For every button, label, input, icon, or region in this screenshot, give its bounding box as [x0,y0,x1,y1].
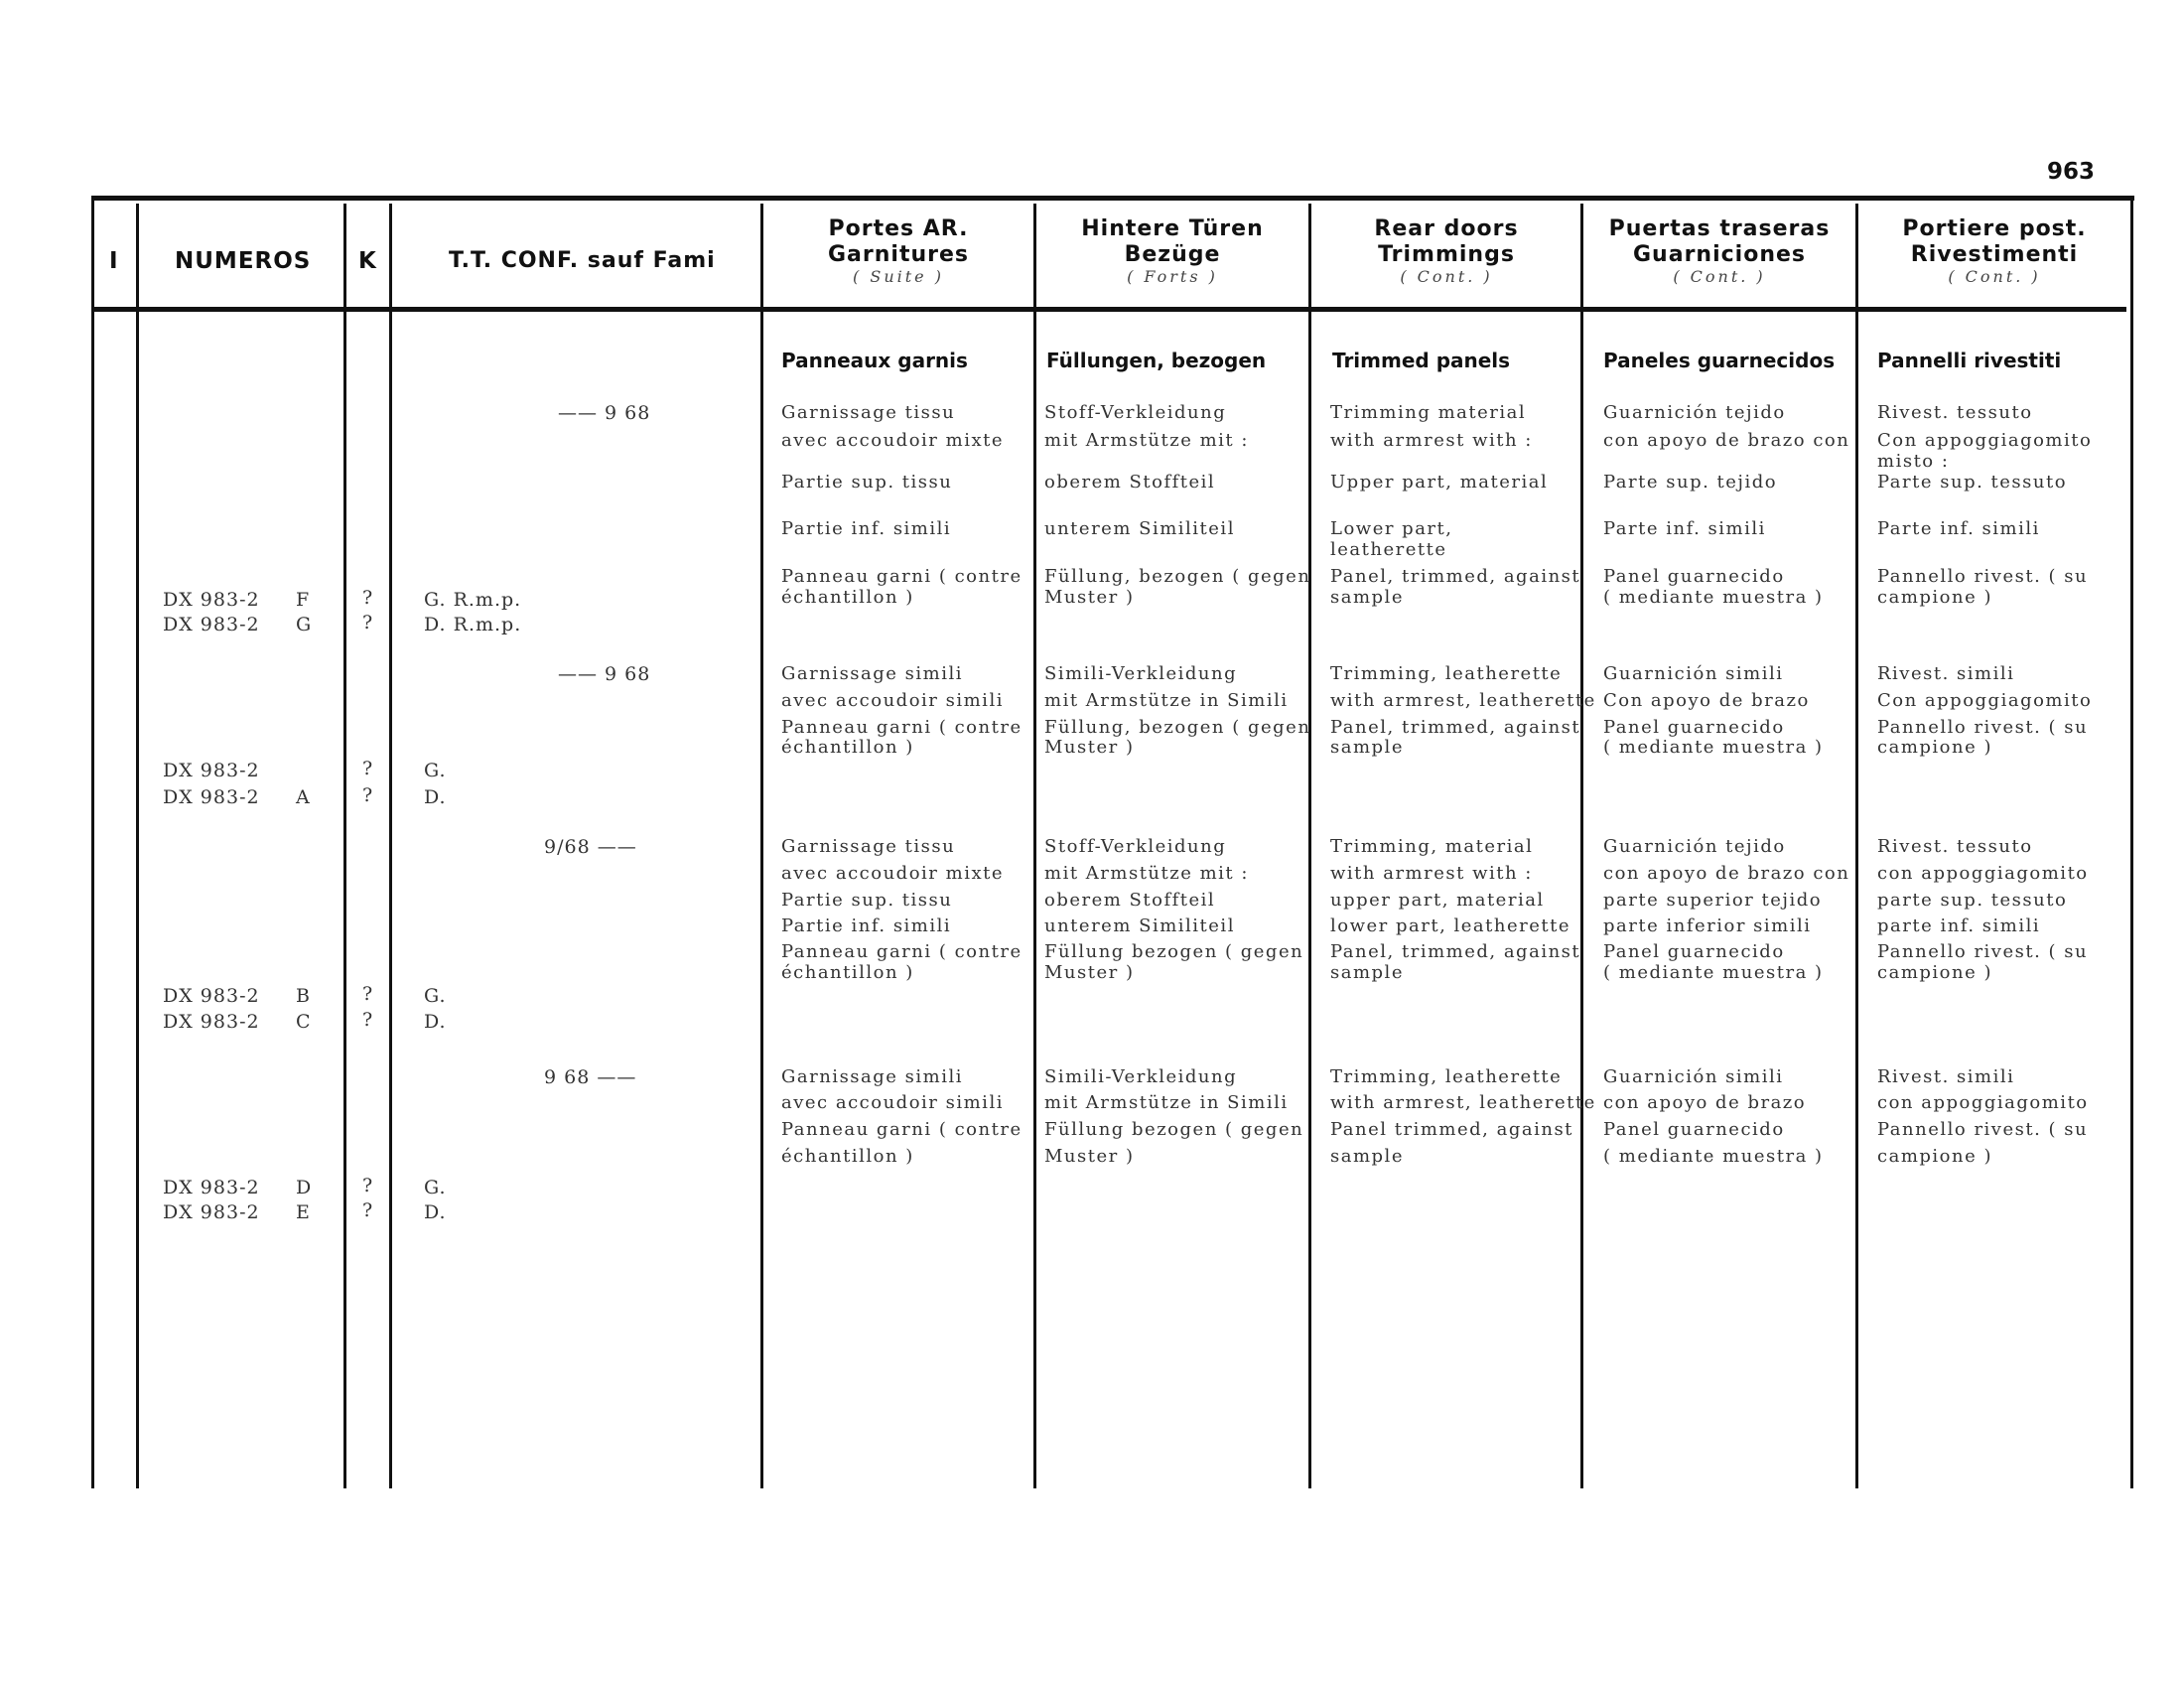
header-es [1585,216,1853,286]
g2-es-0: Guarnición simili [1603,663,1784,684]
header-bottom-rule [91,307,2126,312]
g4-ref-1-suffix: E [296,1201,311,1223]
g2-ref-1-number: DX 983-2 [163,786,260,808]
col-rule-k [389,204,392,1488]
g3-fr-2: Partie sup. tissu [781,890,953,911]
g1-ref-0-suffix: F [296,589,311,611]
g4-ref-1-number: DX 983-2 [163,1201,260,1223]
group-1-date: —— 9 68 [558,402,651,424]
g2-de-2: Füllung, bezogen ( gegen [1044,717,1311,738]
col-rule-fr [1033,204,1036,1488]
g3-fr-5: échantillon ) [781,962,914,983]
g4-en-1: with armrest, leatherette [1330,1092,1596,1113]
group-3-date: 9/68 —— [544,836,637,858]
g3-ref-0-conf: G. [424,985,447,1007]
g1-de-3: unterem Similiteil [1044,518,1235,539]
group-2-date: —— 9 68 [558,663,651,685]
g3-de-5: Muster ) [1044,962,1135,983]
header-fr-line3: ( Suite ) [853,267,944,286]
g2-en-1: with armrest, leatherette [1330,690,1596,711]
g3-de-0: Stoff-Verkleidung [1044,836,1227,857]
g1-en-4: leatherette [1330,539,1447,560]
g3-it-0: Rivest. tessuto [1877,836,2033,857]
g4-es-1: con apoyo de brazo [1603,1092,1807,1113]
g1-de-5: Muster ) [1044,587,1135,608]
table-top-rule [91,196,2134,201]
g4-it-1: con appoggiagomito [1877,1092,2089,1113]
g2-de-1: mit Armstütze in Simili [1044,690,1289,711]
g1-it-0: Rivest. tessuto [1877,402,2033,423]
g1-en-0: Trimming material [1330,402,1527,423]
g3-it-5: campione ) [1877,962,1992,983]
g4-es-2: Panel guarnecido [1603,1119,1785,1140]
g1-fr-1: avec accoudoir mixte [781,430,1004,451]
g1-ref-0-k: ? [362,587,374,609]
col-rule-es [1855,204,1858,1488]
g2-ref-0-conf: G. [424,760,447,781]
section-title-it: Pannelli rivestiti [1877,349,2062,372]
table-right-rule [2130,196,2133,1488]
g3-it-2: parte sup. tessuto [1877,890,2068,911]
g2-fr-2: Panneau garni ( contre [781,717,1023,738]
g4-en-3: sample [1330,1146,1404,1167]
g4-en-0: Trimming, leatherette [1330,1066,1563,1087]
g3-it-4: Pannello rivest. ( su [1877,941,2089,962]
g3-fr-0: Garnissage tissu [781,836,956,857]
g1-it-3: Parte sup. tessuto [1877,472,2068,492]
g1-fr-4: Panneau garni ( contre [781,566,1023,587]
header-col-i: I [109,248,119,274]
header-de-line1: Hintere Türen [1081,216,1264,241]
g1-it-4: Parte inf. simili [1877,518,2040,539]
g3-fr-4: Panneau garni ( contre [781,941,1023,962]
header-it-line3: ( Cont. ) [1948,267,2041,286]
header-fr-line1: Portes AR. [828,216,969,241]
g4-ref-0-k: ? [362,1175,374,1196]
header-fr [764,216,1032,286]
header-it [1860,216,2128,286]
header-it-line2: Rivestimenti [1910,242,2079,267]
g1-de-4: Füllung, bezogen ( gegen [1044,566,1311,587]
g3-es-5: ( mediante muestra ) [1603,962,1824,983]
col-rule-numeros [343,204,346,1488]
g3-ref-1-number: DX 983-2 [163,1011,260,1033]
g2-ref-1-conf: D. [424,786,447,808]
g3-de-2: oberem Stoffteil [1044,890,1216,911]
g4-en-2: Panel trimmed, against [1330,1119,1573,1140]
g1-ref-0-number: DX 983-2 [163,589,260,611]
g1-fr-5: échantillon ) [781,587,914,608]
g2-es-2: Panel guarnecido [1603,717,1785,738]
g1-en-2: Upper part, material [1330,472,1549,492]
g2-de-3: Muster ) [1044,737,1135,758]
g1-es-0: Guarnición tejido [1603,402,1786,423]
g3-en-2: upper part, material [1330,890,1545,911]
g2-ref-0-number: DX 983-2 [163,760,260,781]
g2-it-1: Con appoggiagomito [1877,690,2093,711]
section-title-de: Füllungen, bezogen [1046,349,1267,372]
g3-ref-1-suffix: C [296,1011,312,1033]
col-rule-i [136,204,139,1488]
g3-it-1: con appoggiagomito [1877,863,2089,884]
header-de-line2: Bezüge [1124,242,1221,267]
g1-ref-1-k: ? [362,612,374,633]
g3-ref-0-k: ? [362,983,374,1005]
g3-de-4: Füllung bezogen ( gegen [1044,941,1304,962]
group-4-date: 9 68 —— [544,1066,637,1088]
g3-ref-0-number: DX 983-2 [163,985,260,1007]
header-k: K [358,248,377,274]
g1-en-1: with armrest with : [1330,430,1533,451]
g4-it-0: Rivest. simili [1877,1066,2015,1087]
g3-ref-1-k: ? [362,1009,374,1031]
g3-es-1: con apoyo de brazo con [1603,863,1850,884]
header-en [1312,216,1580,286]
g4-de-0: Simili-Verkleidung [1044,1066,1238,1087]
g4-ref-0-number: DX 983-2 [163,1177,260,1198]
g4-de-2: Füllung bezogen ( gegen [1044,1119,1304,1140]
g2-fr-3: échantillon ) [781,737,914,758]
section-title-es: Paneles guarnecidos [1603,349,1836,372]
g4-fr-2: Panneau garni ( contre [781,1119,1023,1140]
g4-it-3: campione ) [1877,1146,1992,1167]
g1-de-2: oberem Stoffteil [1044,472,1216,492]
header-de [1038,216,1306,286]
g2-ref-1-k: ? [362,784,374,806]
g4-ref-0-conf: G. [424,1177,447,1198]
g1-ref-1-suffix: G [296,614,313,635]
g2-ref-0-k: ? [362,758,374,779]
g2-es-3: ( mediante muestra ) [1603,737,1824,758]
g3-de-3: unterem Similiteil [1044,915,1235,936]
g2-es-1: Con apoyo de brazo [1603,690,1810,711]
g3-es-0: Guarnición tejido [1603,836,1786,857]
g3-ref-1-conf: D. [424,1011,447,1033]
g4-es-3: ( mediante muestra ) [1603,1146,1824,1167]
g4-fr-3: échantillon ) [781,1146,914,1167]
g3-es-2: parte superior tejido [1603,890,1823,911]
g3-en-5: sample [1330,962,1404,983]
g1-es-1: con apoyo de brazo con [1603,430,1850,451]
g1-es-4: Panel guarnecido [1603,566,1785,587]
g3-en-0: Trimming, material [1330,836,1534,857]
g1-ref-0-conf: G. R.m.p. [424,589,522,611]
g1-it-5: Pannello rivest. ( su [1877,566,2089,587]
g1-ref-1-number: DX 983-2 [163,614,260,635]
g4-ref-0-suffix: D [296,1177,313,1198]
g1-fr-2: Partie sup. tissu [781,472,953,492]
header-fr-line2: Garnitures [828,242,969,267]
g3-en-3: lower part, leatherette [1330,915,1571,936]
col-rule-de [1308,204,1311,1488]
header-es-line3: ( Cont. ) [1673,267,1766,286]
header-tt-conf: T.T. CONF. sauf Fami [449,248,716,273]
header-en-line1: Rear doors [1374,216,1519,241]
g2-fr-0: Garnissage simili [781,663,963,684]
g2-ref-1-suffix: A [296,786,311,808]
g2-it-0: Rivest. simili [1877,663,2015,684]
g1-fr-3: Partie inf. simili [781,518,952,539]
g4-ref-1-conf: D. [424,1201,447,1223]
header-en-line3: ( Cont. ) [1400,267,1493,286]
g3-it-3: parte inf. simili [1877,915,2041,936]
g3-es-4: Panel guarnecido [1603,941,1785,962]
g1-en-5: Panel, trimmed, against [1330,566,1581,587]
g1-it-6: campione ) [1877,587,1992,608]
header-en-line2: Trimmings [1378,242,1515,267]
header-it-line1: Portiere post. [1902,216,2087,241]
g4-ref-1-k: ? [362,1199,374,1221]
g3-ref-0-suffix: B [296,985,311,1007]
g3-de-1: mit Armstütze mit : [1044,863,1249,884]
g2-de-0: Simili-Verkleidung [1044,663,1238,684]
header-es-line1: Puertas traseras [1608,216,1831,241]
g1-es-2: Parte sup. tejido [1603,472,1778,492]
g4-fr-0: Garnissage simili [781,1066,963,1087]
g2-en-2: Panel, trimmed, against [1330,717,1581,738]
header-numeros: NUMEROS [175,248,312,274]
header-es-line2: Guarniciones [1633,242,1806,267]
g4-de-1: mit Armstütze in Simili [1044,1092,1289,1113]
g1-es-5: ( mediante muestra ) [1603,587,1824,608]
section-title-en: Trimmed panels [1332,349,1511,372]
g2-it-3: campione ) [1877,737,1992,758]
col-rule-en [1580,204,1583,1488]
g3-en-4: Panel, trimmed, against [1330,941,1581,962]
g2-en-0: Trimming, leatherette [1330,663,1563,684]
g3-en-1: with armrest with : [1330,863,1533,884]
page-number: 963 [2046,159,2095,185]
g2-fr-1: avec accoudoir simili [781,690,1004,711]
g1-it-2: misto : [1877,451,1950,472]
g1-de-1: mit Armstütze mit : [1044,430,1249,451]
table-left-rule [91,196,94,1488]
g1-en-3: Lower part, [1330,518,1453,539]
col-rule-ttconf [760,204,763,1488]
g1-en-6: sample [1330,587,1404,608]
g2-en-3: sample [1330,737,1404,758]
g3-fr-1: avec accoudoir mixte [781,863,1004,884]
g1-de-0: Stoff-Verkleidung [1044,402,1227,423]
g4-fr-1: avec accoudoir simili [781,1092,1004,1113]
g3-fr-3: Partie inf. simili [781,915,952,936]
g1-es-3: Parte inf. simili [1603,518,1766,539]
header-de-line3: ( Forts ) [1127,267,1218,286]
g1-it-1: Con appoggiagomito [1877,430,2093,451]
g2-it-2: Pannello rivest. ( su [1877,717,2089,738]
g1-ref-1-conf: D. R.m.p. [424,614,522,635]
g4-es-0: Guarnición simili [1603,1066,1784,1087]
g4-de-3: Muster ) [1044,1146,1135,1167]
g3-es-3: parte inferior simili [1603,915,1812,936]
g1-fr-0: Garnissage tissu [781,402,956,423]
section-title-fr: Panneaux garnis [781,349,968,372]
g4-it-2: Pannello rivest. ( su [1877,1119,2089,1140]
